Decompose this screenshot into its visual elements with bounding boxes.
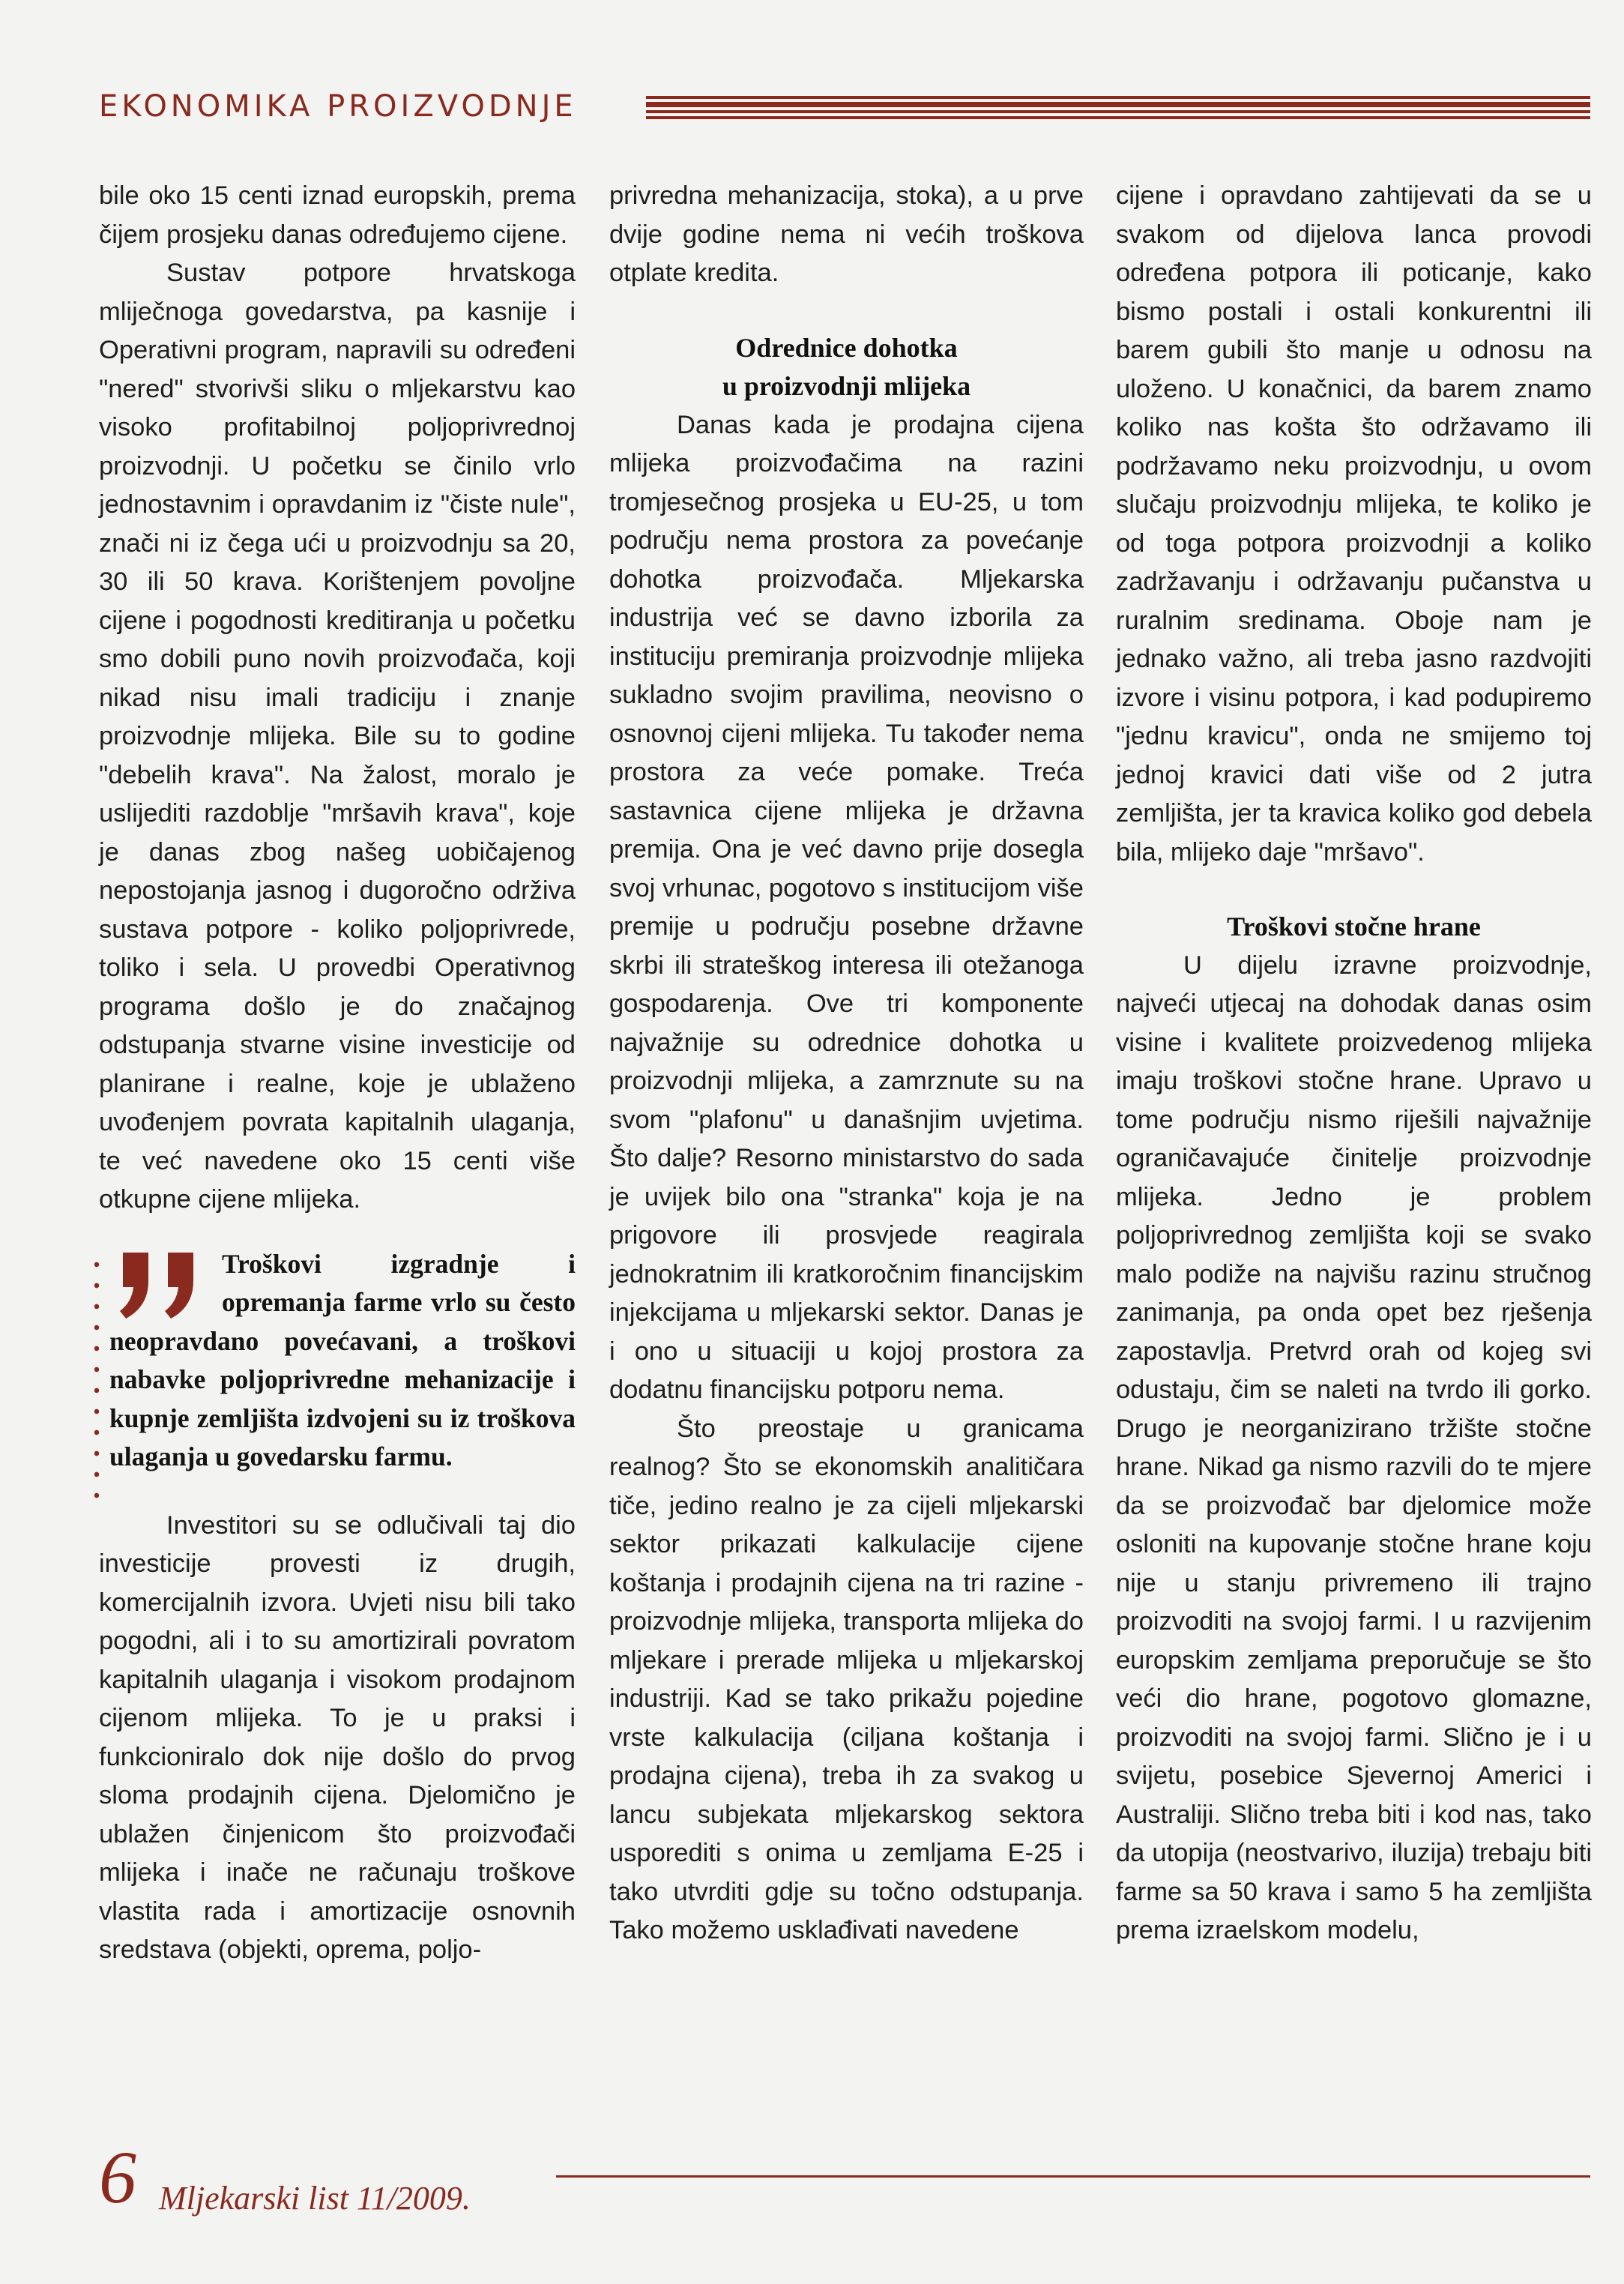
article-column-1 (99, 177, 576, 1970)
article-column-3 (1116, 177, 1592, 1950)
page-footer (99, 2136, 1590, 2226)
paragraph: bile oko 15 centi iznad europskih, prema čijem prosjeku danas određujemo cijene. (99, 181, 576, 249)
page-header (99, 88, 1590, 124)
header-rule (646, 96, 1590, 126)
journal-issue: Mljekarski list 11/2009. (159, 2180, 471, 2217)
pull-quote-text: Troškovi izgradnje i opremanja farme vrlo su često neopravdano povećavani, a troškovi nabavke poljoprivredne mehanizacije i kupnje zemljišta izdvojeni su iz troškova ulaganja u govedarsku farmu. (109, 1248, 576, 1471)
page-number: 6 (99, 2136, 136, 2219)
paragraph: Investitori su se odlučivali taj dio investicije provesti iz drugih, komercijalnih izvora. Uvjeti nisu bili tako pogodni, ali i to su amortizirali povratom kapitalnih ulaganja i visokom prodajnom cijenom mlijeka. To je u praksi i funkcioniralo dok nije došlo do prvog sloma prodajnih cijena. Djelomično je ublažen činjenicom što proizvođači mlijeka i inače ne računaju troškove vlastita rada i amortizacije osnovnih sredstava (objekti, oprema, poljo- (99, 1510, 576, 1964)
paragraph: Što preostaje u granicama realnog? Što se ekonomskih analitičara tiče, jedino realno je za cijeli mljekarski sektor prikazati kalkulacije cijene koštanja i prodajnih cijena na tri razine - proizvodnje mlijeka, transporta mlijeka do mljekare i prerade mlijeka u mljekarskoj industriji. Kad se tako prikažu pojedine vrste kalkulacija (ciljana koštanja i prodajna cijena), treba ih za svakog u lancu subjekata mljekarskog sektora usporediti s onima u zemljama E-25 i tako utvrditi gdje su točno odstupanja. Tako možemo usklađivati navedene (609, 1414, 1084, 1944)
pull-quote (99, 1245, 576, 1477)
section-heading: Troškovi stočne hrane (1227, 912, 1481, 941)
footer-rule (556, 2175, 1590, 2178)
paragraph: U dijelu izravne proizvodnje, najveći utjecaj na dohodak danas osim visine i kvalitete proizvedenog mlijeka imaju troškovi stočne hrane. Upravo u tome području nismo riješili najvažnije ograničavajuće činitelje proizvodnje mlijeka. Jedno je problem poljoprivrednog zemljišta koji se svako malo podiže na najvišu razinu stručnog zanimanja, pa onda opet bez rješenja zapostavlja. Pretvrd orah od kojeg svi odustaju, čim se naleti na tvrdo ili gorko. Drugo je neorganizirano tržište stočne hrane. Nikad ga nismo razvili do te mjere da se proizvođač bar djelomice može osloniti na kupovanje stočne hrane koju nije u stanju privremeno ili trajno proizvoditi na svojoj farmi. I u razvijenim europskim zemljama preporučuje se što veći dio hrane, pogotovo glomazne, proizvoditi na svojoj farmi. Slično je i u svijetu, posebice Sjevernoj Americi i Australiji. Slično treba biti i kod nas, tako da utopija (neostvarivo, iluzija) trebaju biti farme sa 50 krava i samo 5 ha zemljišta prema izraelskom modelu, (1116, 950, 1592, 1944)
paragraph: cijene i opravdano zahtijevati da se u svakom od dijelova lanca provodi određena potpora ili poticanje, kako bismo postali i ostali konkurentni ili barem gubili što manje u odnosu na uloženo. U konačnici, da barem znamo koliko nas košta što održavamo ili podržavamo neku proizvodnju, u ovom slučaju proizvodnju mlijeka, te koliko je od toga potpora proizvodnji a koliko zadržavanju i održavanju pučanstva u ruralnim sredinama. Oboje nam je jednako važno, ali treba jasno razdvojiti izvore i visinu potpora, i kad podupiremo "jednu kravicu", onda ne smijemo toj jednoj kravici dati više od 2 jutra zemljišta, jer ta kravica koliko god debela bila, mlijeko daje "mršavo". (1116, 181, 1592, 867)
section-heading: u proizvodnji mlijeka (722, 371, 971, 401)
section-title: EKONOMIKA PROIZVODNJE (99, 89, 577, 124)
paragraph: privredna mehanizacija, stoka), a u prve dvije godine nema ni većih troškova otplate kredita. (609, 181, 1084, 287)
paragraph: Sustav potpore hrvatskoga mliječnoga govedarstva, pa kasnije i Operativni program, napravili su određeni "nered" stvorivši sliku o mljekarstvu kao visoko profitabilnoj poljoprivrednoj proizvodnji. U početku se činilo vrlo jednostavnim i opravdanim iz "čiste nule", znači ni iz čega ući u proizvodnju sa 20, 30 ili 50 krava. Korištenjem povoljne cijene i pogodnosti kreditiranja u početku smo dobili puno novih proizvođača, koji nikad nisu imali tradiciju i znanje proizvodnje mlijeka. Bile su to godine "debelih krava". Na žalost, moralo je uslijediti razdoblje "mršavih krava", koje je danas zbog našeg uobičajenog nepostojanja jasnog i dugoročno održiva sustava potpore - koliko poljoprivrede, toliko i sela. U provedbi Operativnog programa došlo je do značajnog odstupanja stvarne visine investicije od planirane i realne, koje je ublaženo uvođenjem povrata kapitalnih ulaganja, te već navedene oko 15 centi više otkupne cijene mlijeka. (99, 259, 576, 1214)
article-column-2 (609, 177, 1084, 1950)
dotted-rule (94, 1254, 99, 1506)
quote-mark-icon (109, 1248, 214, 1320)
section-heading: Odrednice dohotka (735, 332, 958, 363)
paragraph: Danas kada je prodajna cijena mlijeka proizvođačima na razini tromjesečnog prosjeka u EU-25, u tom području nema prostora za povećanje dohotka proizvođača. Mljekarska industrija već se davno izborila za instituciju premiranja proizvodnje mlijeka sukladno svojim pravilima, neovisno o osnovnoj cijeni mlijeka. Tu također nema prostora za veće pomake. Treća sastavnica cijene mlijeka je državna premija. Ona je već davno prije dosegla svoj vrhunac, pogotovo s institucijom više premije u području posebne državne skrbi ili strateškog interesa ili otežanoga gospodarenja. Ove tri komponente najvažnije su odrednice dohotka u proizvodnji mlijeka, a zamrznute su na svom "plafonu" u današnjim uvjetima. Što dalje? Resorno ministarstvo do sada je uvijek bilo ona "stranka" koja je na prigovore ili prosvjede reagirala jednokratnim ili kratkoročnim financijskim injekcijama u mljekarski sektor. Danas je i ono u situaciji u kojoj prostora za dodatnu financijsku potporu nema. (609, 410, 1084, 1404)
